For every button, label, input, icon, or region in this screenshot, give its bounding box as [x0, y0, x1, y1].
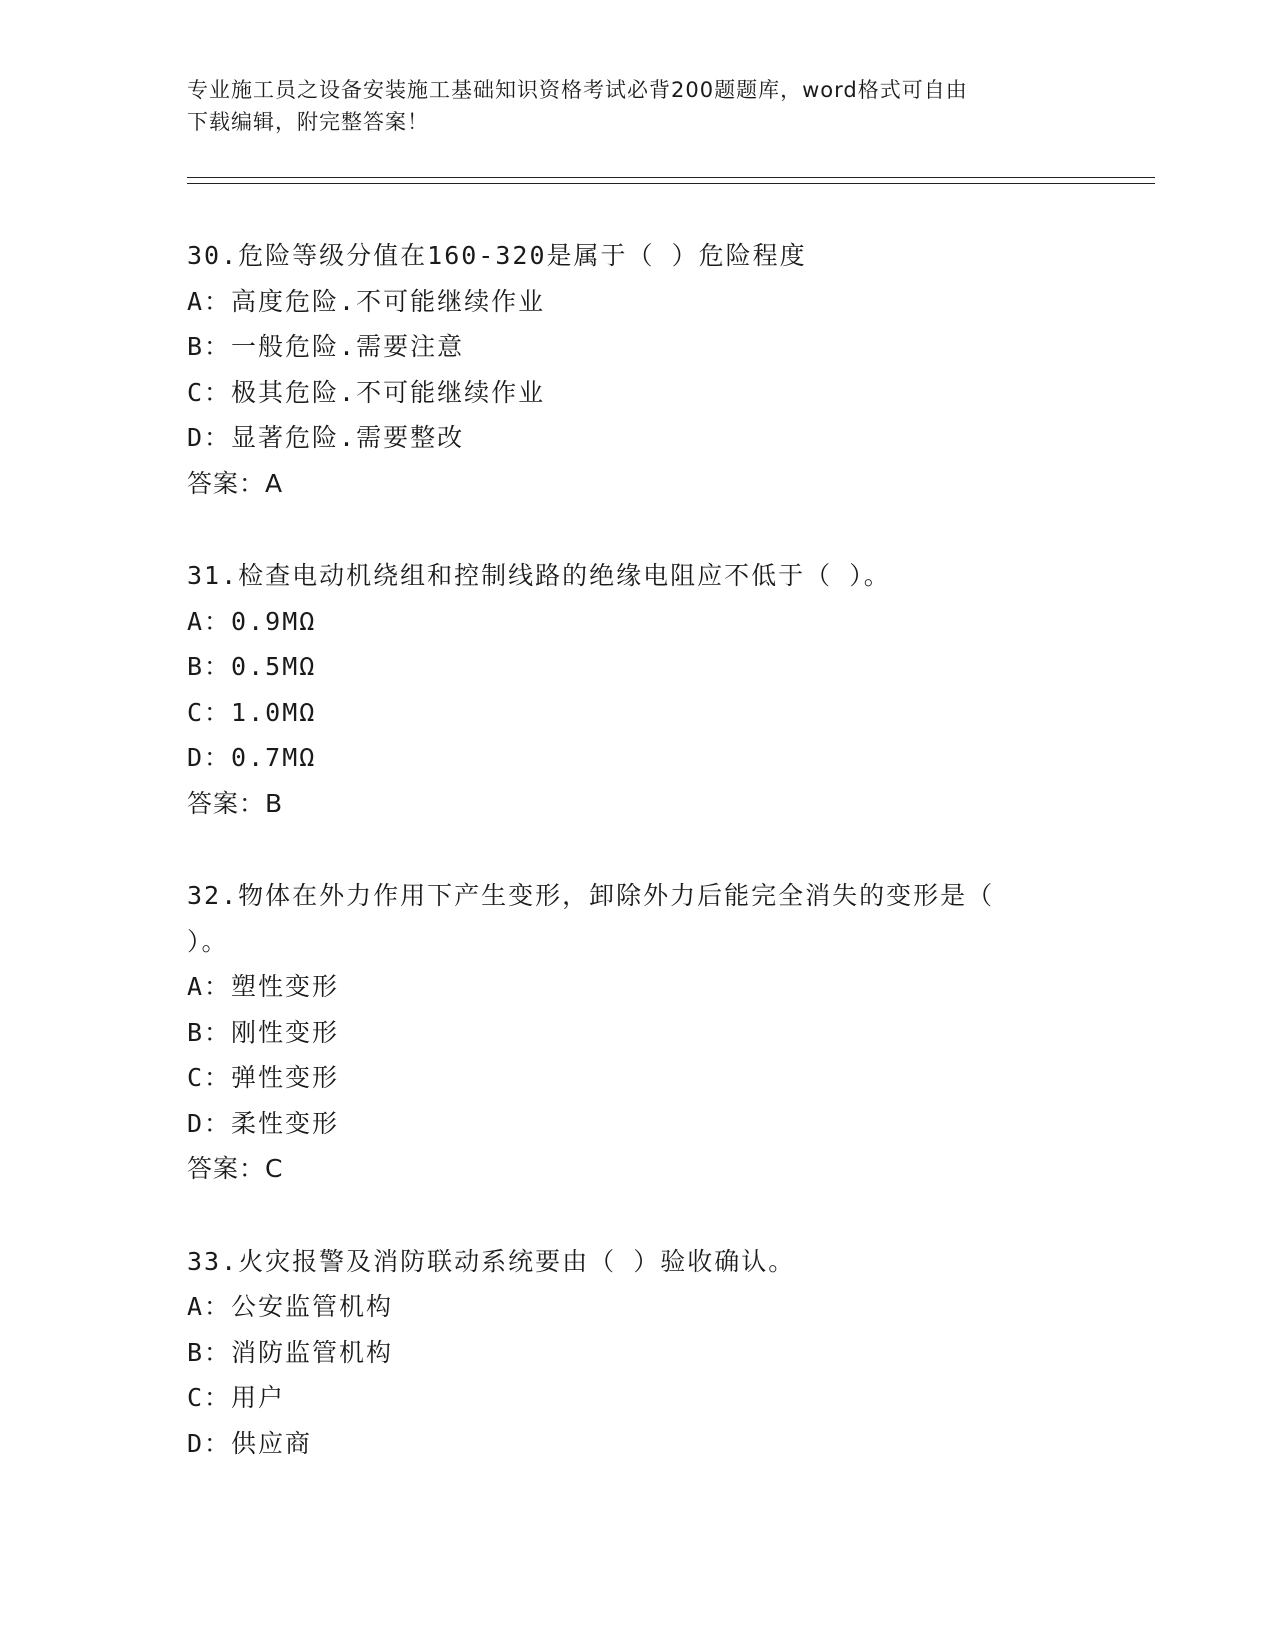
document-header — [187, 74, 1067, 138]
question-stem-line: 33.火灾报警及消防联动系统要由（ ）验收确认。 — [187, 1246, 796, 1276]
option-a: A：公安监管机构 — [187, 1292, 394, 1321]
question-block — [187, 553, 1067, 826]
answer-line: 答案：C — [187, 1154, 284, 1183]
option-c: C：1.0MΩ — [187, 697, 317, 727]
question-block — [187, 233, 1067, 506]
header-line-1: 专业施工员之设备安装施工基础知识资格考试必背200题题库，word格式可自由 — [187, 78, 968, 102]
option-b: B：刚性变形 — [187, 1017, 340, 1047]
question-stem-line: 31.检查电动机绕组和控制线路的绝缘电阻应不低于（ ）。 — [187, 561, 891, 590]
option-c: C：弹性变形 — [187, 1063, 340, 1092]
answer-line: 答案：B — [187, 788, 284, 818]
question-stem-line: ）。 — [187, 926, 229, 956]
header-divider-bottom — [187, 183, 1155, 184]
option-c: C：极其危险.不可能继续作业 — [187, 377, 546, 407]
option-a: A：0.9MΩ — [187, 606, 317, 636]
option-b: B：0.5MΩ — [187, 652, 317, 681]
answer-line: 答案：A — [187, 468, 284, 498]
header-divider-top — [187, 177, 1155, 178]
option-a: A：高度危险.不可能继续作业 — [187, 286, 546, 316]
option-c: C：用户 — [187, 1383, 286, 1412]
question-stem-line: 32.物体在外力作用下产生变形，卸除外力后能完全消失的变形是（ — [187, 881, 995, 910]
question-stem — [187, 233, 1067, 279]
question-block — [187, 1239, 1067, 1467]
question-list — [187, 233, 1067, 1513]
option-d: D：柔性变形 — [187, 1108, 340, 1138]
option-d: D：供应商 — [187, 1428, 313, 1458]
question-stem — [187, 553, 1067, 599]
option-d: D：显著危险.需要整改 — [187, 423, 465, 452]
option-b: B：一般危险.需要注意 — [187, 332, 465, 361]
question-stem — [187, 1239, 1067, 1285]
option-a: A：塑性变形 — [187, 972, 340, 1001]
option-b: B：消防监管机构 — [187, 1337, 394, 1367]
option-d: D：0.7MΩ — [187, 743, 317, 772]
question-block — [187, 873, 1067, 1192]
header-line-2: 下载编辑，附完整答案！ — [187, 110, 429, 134]
question-stem — [187, 873, 1067, 964]
question-stem-line: 30.危险等级分值在160-320是属于（ ）危险程度 — [187, 241, 807, 270]
